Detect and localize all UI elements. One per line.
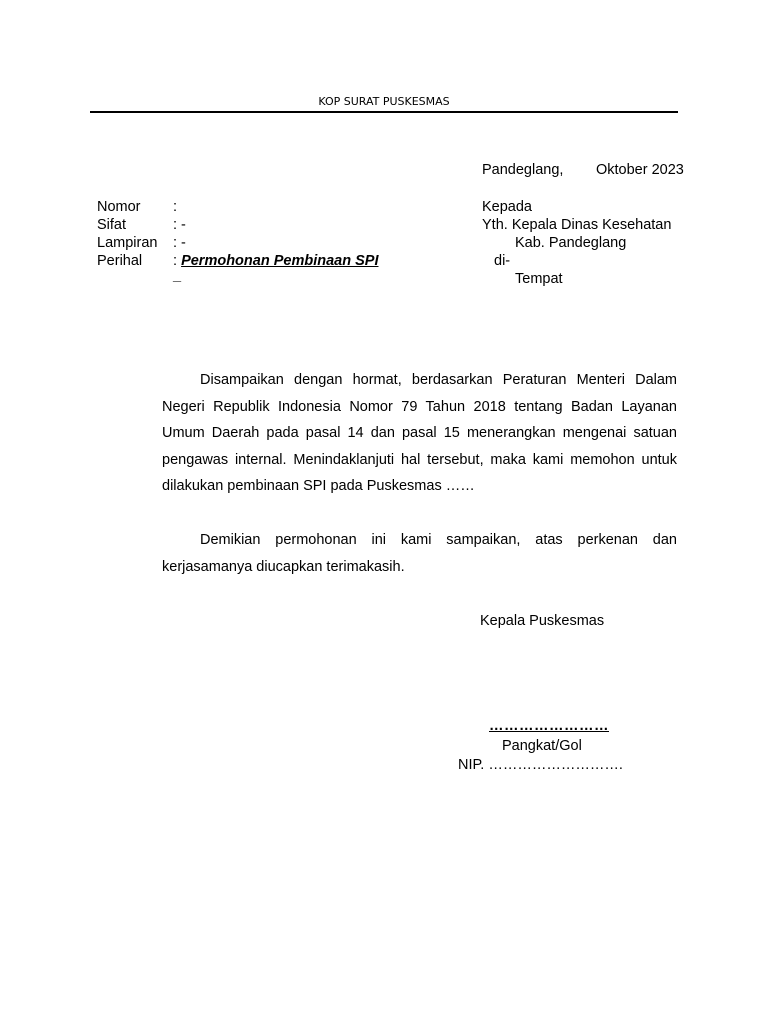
perihal-colon: : xyxy=(173,253,178,269)
signature-name-placeholder: …………………… xyxy=(489,718,609,734)
perihal-label: Perihal xyxy=(97,253,143,269)
signature-title: Kepala Puskesmas xyxy=(480,613,605,629)
recipient-di: di- xyxy=(494,253,511,269)
lampiran-label: Lampiran xyxy=(97,235,158,251)
perihal-row xyxy=(173,253,378,269)
sifat-label: Sifat xyxy=(97,217,127,233)
recipient-line2: Kab. Pandeglang xyxy=(515,235,627,251)
perihal-value: Permohonan Pembinaan SPI xyxy=(181,253,379,269)
recipient-kepada: Kepada xyxy=(482,199,532,215)
recipient-tempat: Tempat xyxy=(515,271,563,287)
body-paragraph-1: Disampaikan dengan hormat, berdasarkan Peraturan Menteri Dalam Negeri Republik Indonesia Nomor 79 Tahun 2018 tentang Badan Layanan Umum Daerah pada pasal 14 dan pasal 15 menerangkan mengenai satuan pengawas internal. Menindaklanjuti hal tersebut, maka kami memohon untuk dilakukan pembinaan SPI pada Puskesmas …… xyxy=(162,372,677,495)
signature-rank: Pangkat/Gol xyxy=(502,738,582,754)
body-paragraph-2: Demikian permohonan ini kami sampaikan, atas perkenan dan kerjasamanya diucapkan terimakasih. xyxy=(162,532,677,575)
sifat-value: : - xyxy=(173,217,186,233)
letterhead-title: KOP SURAT PUSKESMAS xyxy=(318,95,450,108)
lampiran-value: : - xyxy=(173,235,186,251)
nomor-value: : xyxy=(173,199,178,215)
date-month-year: Oktober 2023 xyxy=(596,162,684,178)
letterhead-divider xyxy=(90,111,678,113)
recipient-line1: Yth. Kepala Dinas Kesehatan xyxy=(482,217,672,233)
date-place: Pandeglang, xyxy=(482,162,564,178)
perihal-extra: _ xyxy=(173,268,182,284)
nomor-label: Nomor xyxy=(97,199,141,215)
signature-nip: NIP. ………………………. xyxy=(458,757,623,773)
